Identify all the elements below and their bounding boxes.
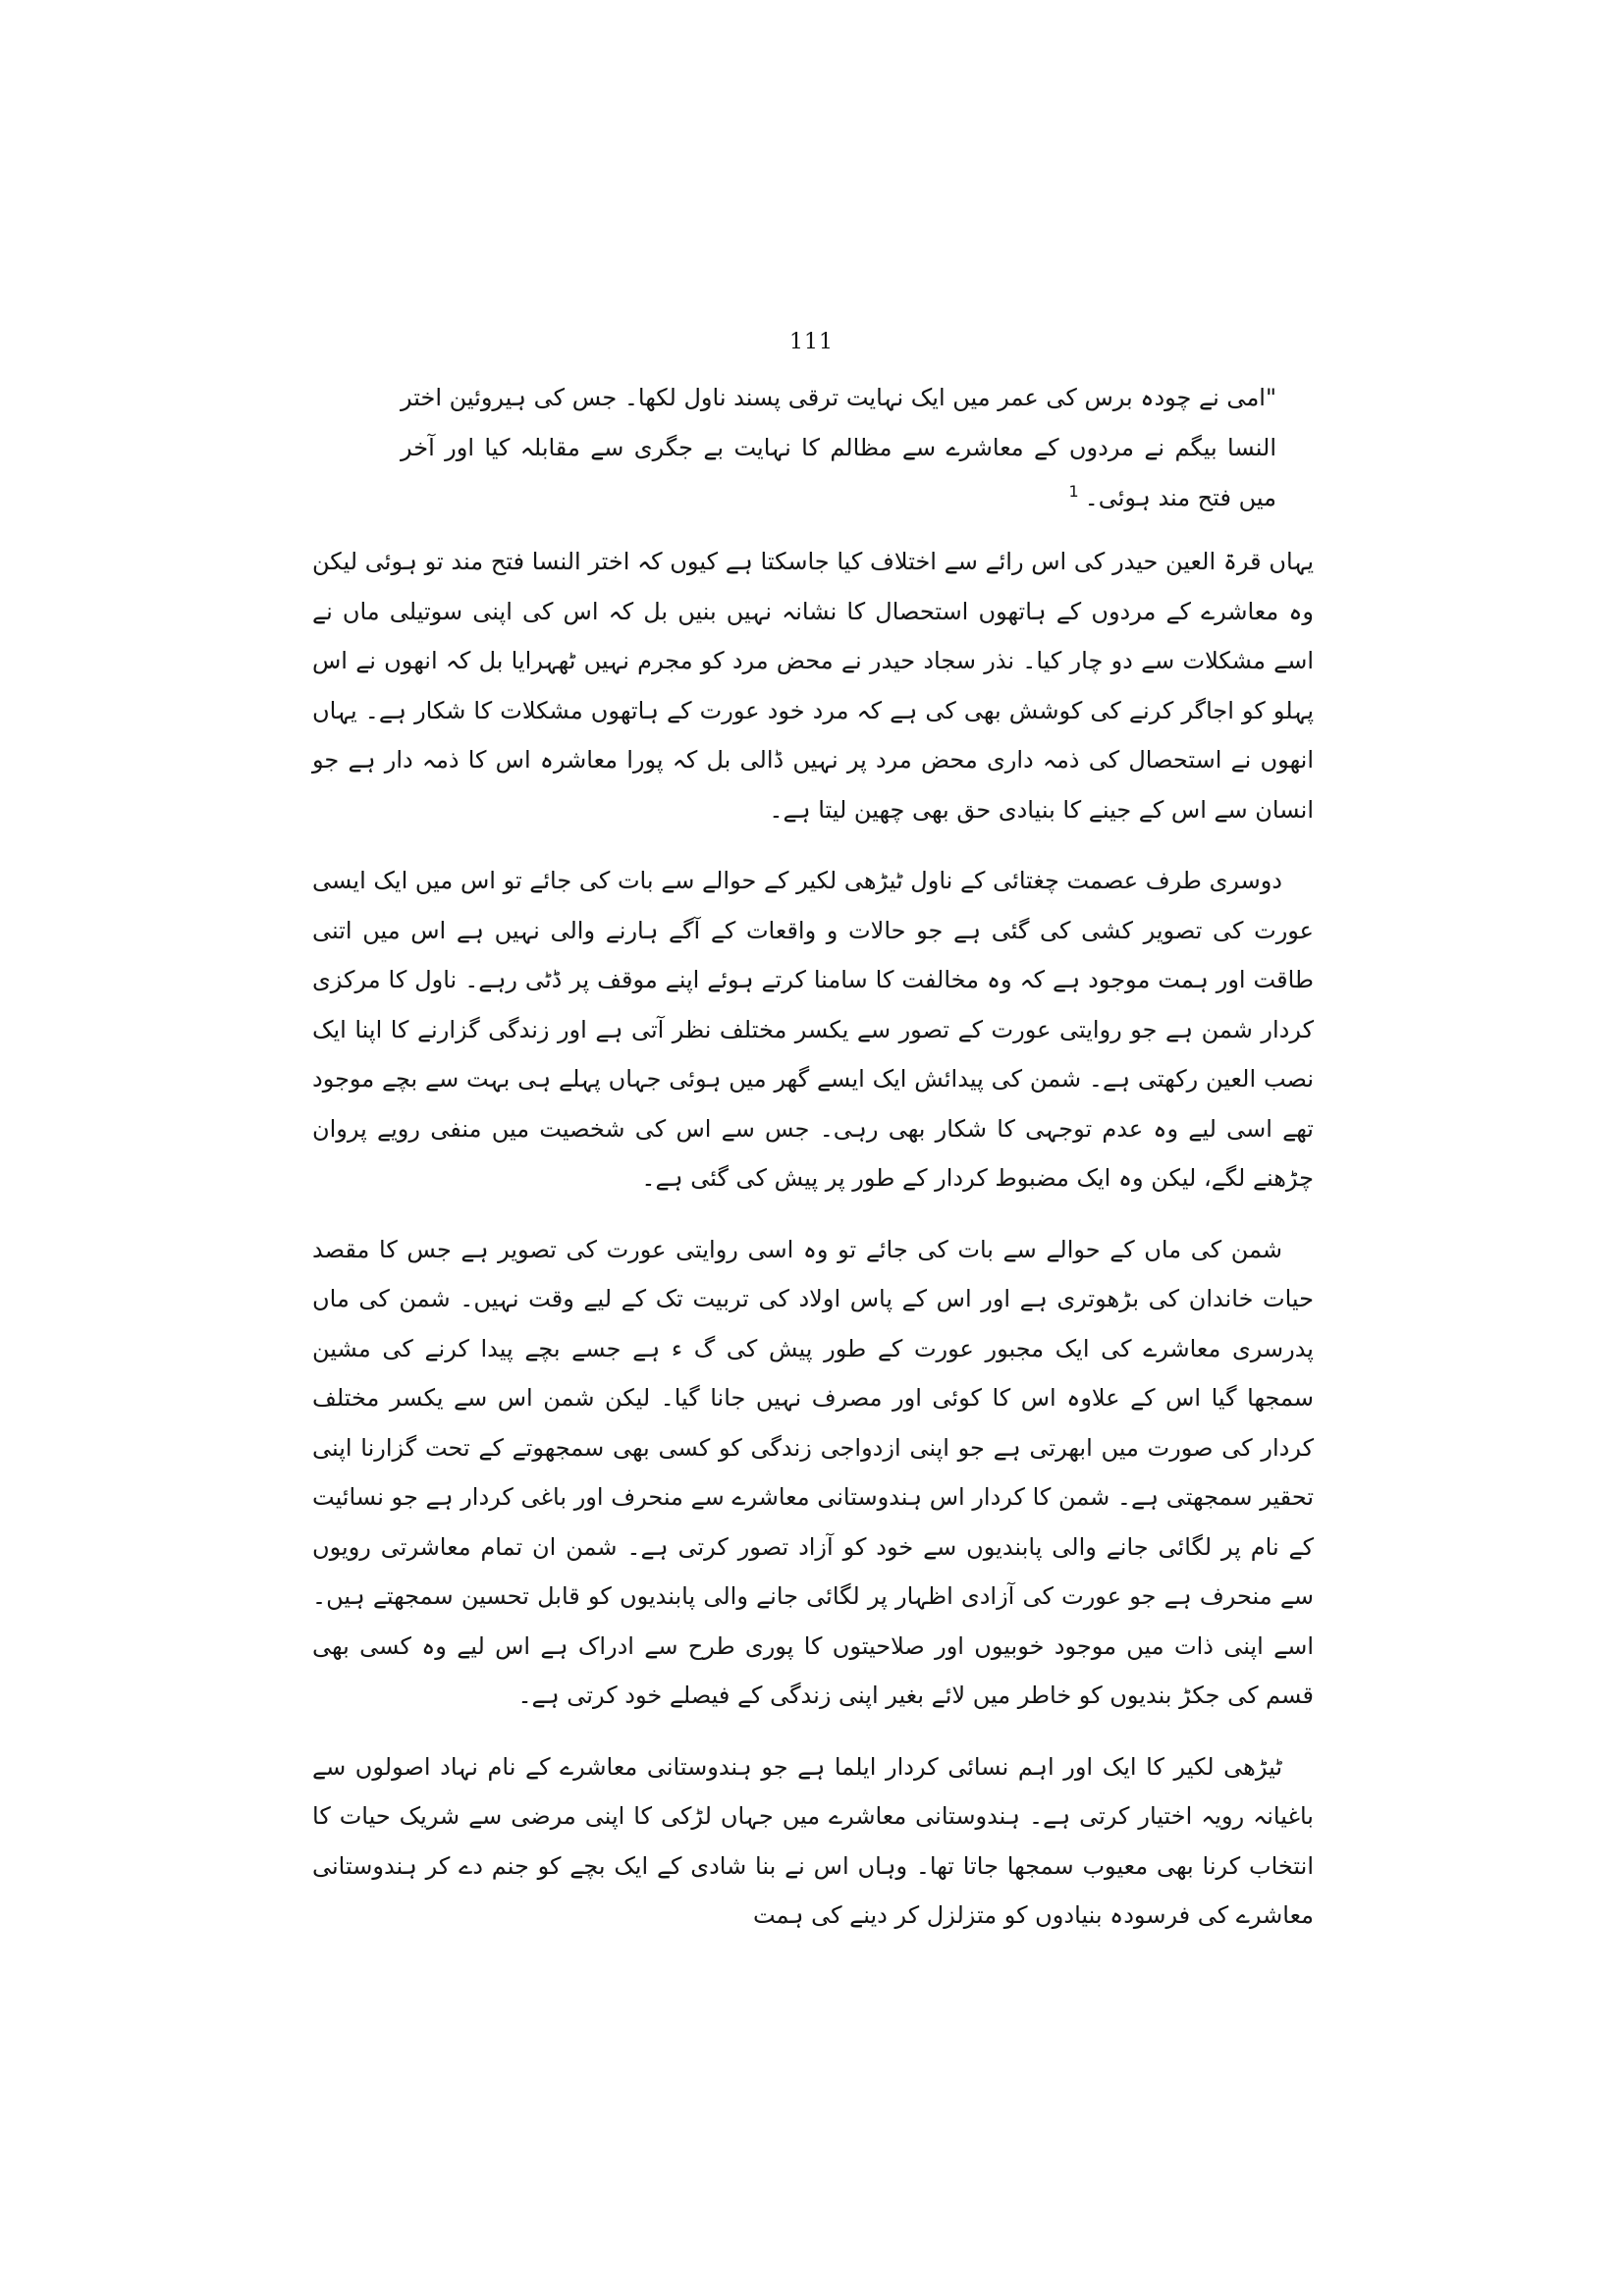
paragraph-3: شمن کی ماں کے حوالے سے بات کی جائے تو وہ اسی روایتی عورت کی تصویر ہے جس کا مقصد حیات خاندان کی بڑھوتری ہے اور اس کے پاس اولاد کی تربیت تک کے لیے وقت نہیں۔ شمن کی ماں پدرسری معاشرے کی ایک مجبور عورت کے طور پیش کی گ ء ہے جسے بچے پیدا کرنے کی مشین سمجھا گیا اس کے علاوہ اس کا کوئی اور مصرف نہیں جانا گیا۔ لیکن شمن اس سے یکسر مختلف کردار کی صورت میں ابھرتی ہے جو اپنی ازدواجی زندگی کو کسی بھی سمجھوتے کے تحت گزارنا اپنی تحقیر سمجھتی ہے۔ شمن کا کردار اس ہندوستانی معاشرے سے منحرف اور باغی کردار ہے جو نسائیت کے نام پر لگائی جانے والی پابندیوں سے خود کو آزاد تصور کرتی ہے۔ شمن ان تمام معاشرتی رویوں سے منحرف ہے جو عورت کی آزادی اظہار پر لگائی جانے والی پابندیوں کو قابل تحسین سمجھتے ہیں۔ اسے اپنی ذات میں موجود خوبیوں اور صلاحیتوں کا پوری طرح سے ادراک ہے اس لیے وہ کسی بھی قسم کی جکڑ بندیوں کو خاطر میں لائے بغیر اپنی زندگی کے فیصلے خود کرتی ہے۔ (312, 1235, 1315, 1709)
paragraph-1: یہاں قرۃ العین حیدر کی اس رائے سے اختلاف کیا جاسکتا ہے کیوں کہ اختر النسا فتح مند تو ہوئی لیکن وہ معاشرے کے مردوں کے ہاتھوں استحصال کا نشانہ نہیں بنیں بل کہ اس کی اپنی سوتیلی ماں نے اسے مشکلات سے دو چار کیا۔ نذر سجاد حیدر نے محض مرد کو مجرم نہیں ٹھہرایا بل کہ انھوں نے اس پہلو کو اجاگر کرنے کی کوشش بھی کی ہے کہ مرد خود عورت کے ہاتھوں مشکلات کا شکار ہے۔ یہاں انھوں نے استحصال کی ذمہ داری محض مرد پر نہیں ڈالی بل کہ پورا معاشرہ اس کا ذمہ دار ہے جو انسان سے اس کے جینے کا بنیادی حق بھی چھین لیتا ہے۔ (312, 548, 1314, 824)
footnote-marker: 1 (1068, 482, 1079, 501)
paragraph-2: دوسری طرف عصمت چغتائی کے ناول ٹیڑھی لکیر کے حوالے سے بات کی جائے تو اس میں ایک ایسی عورت کی تصویر کشی کی گئی ہے جو حالات و واقعات کے آگے ہارنے والی نہیں ہے اس میں اتنی طاقت اور ہمت موجود ہے کہ وہ مخالفت کا سامنا کرتے ہوئے اپنے موقف پر ڈٹی رہے۔ ناول کا مرکزی کردار شمن ہے جو روایتی عورت کے تصور سے یکسر مختلف نظر آتی ہے اور زندگی گزارنے کا اپنا ایک نصب العین رکھتی ہے۔ شمن کی پیدائش ایک ایسے گھر میں ہوئی جہاں پہلے ہی بہت سے بچے موجود تھے اسی لیے وہ عدم توجہی کا شکار بھی رہی۔ جس سے اس کی شخصیت میں منفی رویے پروان چڑھنے لگے، لیکن وہ ایک مضبوط کردار کے طور پر پیش کی گئی ہے۔ (312, 867, 1314, 1192)
page-content (312, 373, 1314, 1962)
quote-text: "امی نے چودہ برس کی عمر میں ایک نہایت ترقی پسند ناول لکھا۔ جس کی ہیروئین اختر النسا بیگم نے مردوں کے معاشرے سے مظالم کا نہایت بے جگری سے مقابلہ کیا اور آخر میں فتح مند ہوئی۔ (401, 384, 1276, 511)
page-number: 111 (789, 330, 834, 354)
paragraph-4: ٹیڑھی لکیر کا ایک اور اہم نسائی کردار ایلما ہے جو ہندوستانی معاشرے کے نام نہاد اصولوں سے باغیانہ رویہ اختیار کرتی ہے۔ ہندوستانی معاشرے میں جہاں لڑکی کا اپنی مرضی سے شریک حیات کا انتخاب کرنا بھی معیوب سمجھا جاتا تھا۔ وہاں اس نے بنا شادی کے ایک بچے کو جنم دے کر ہندوستانی معاشرے کی فرسودہ بنیادوں کو متزلزل کر دینے کی ہمت (312, 1752, 1314, 1929)
block-quote (312, 373, 1314, 523)
